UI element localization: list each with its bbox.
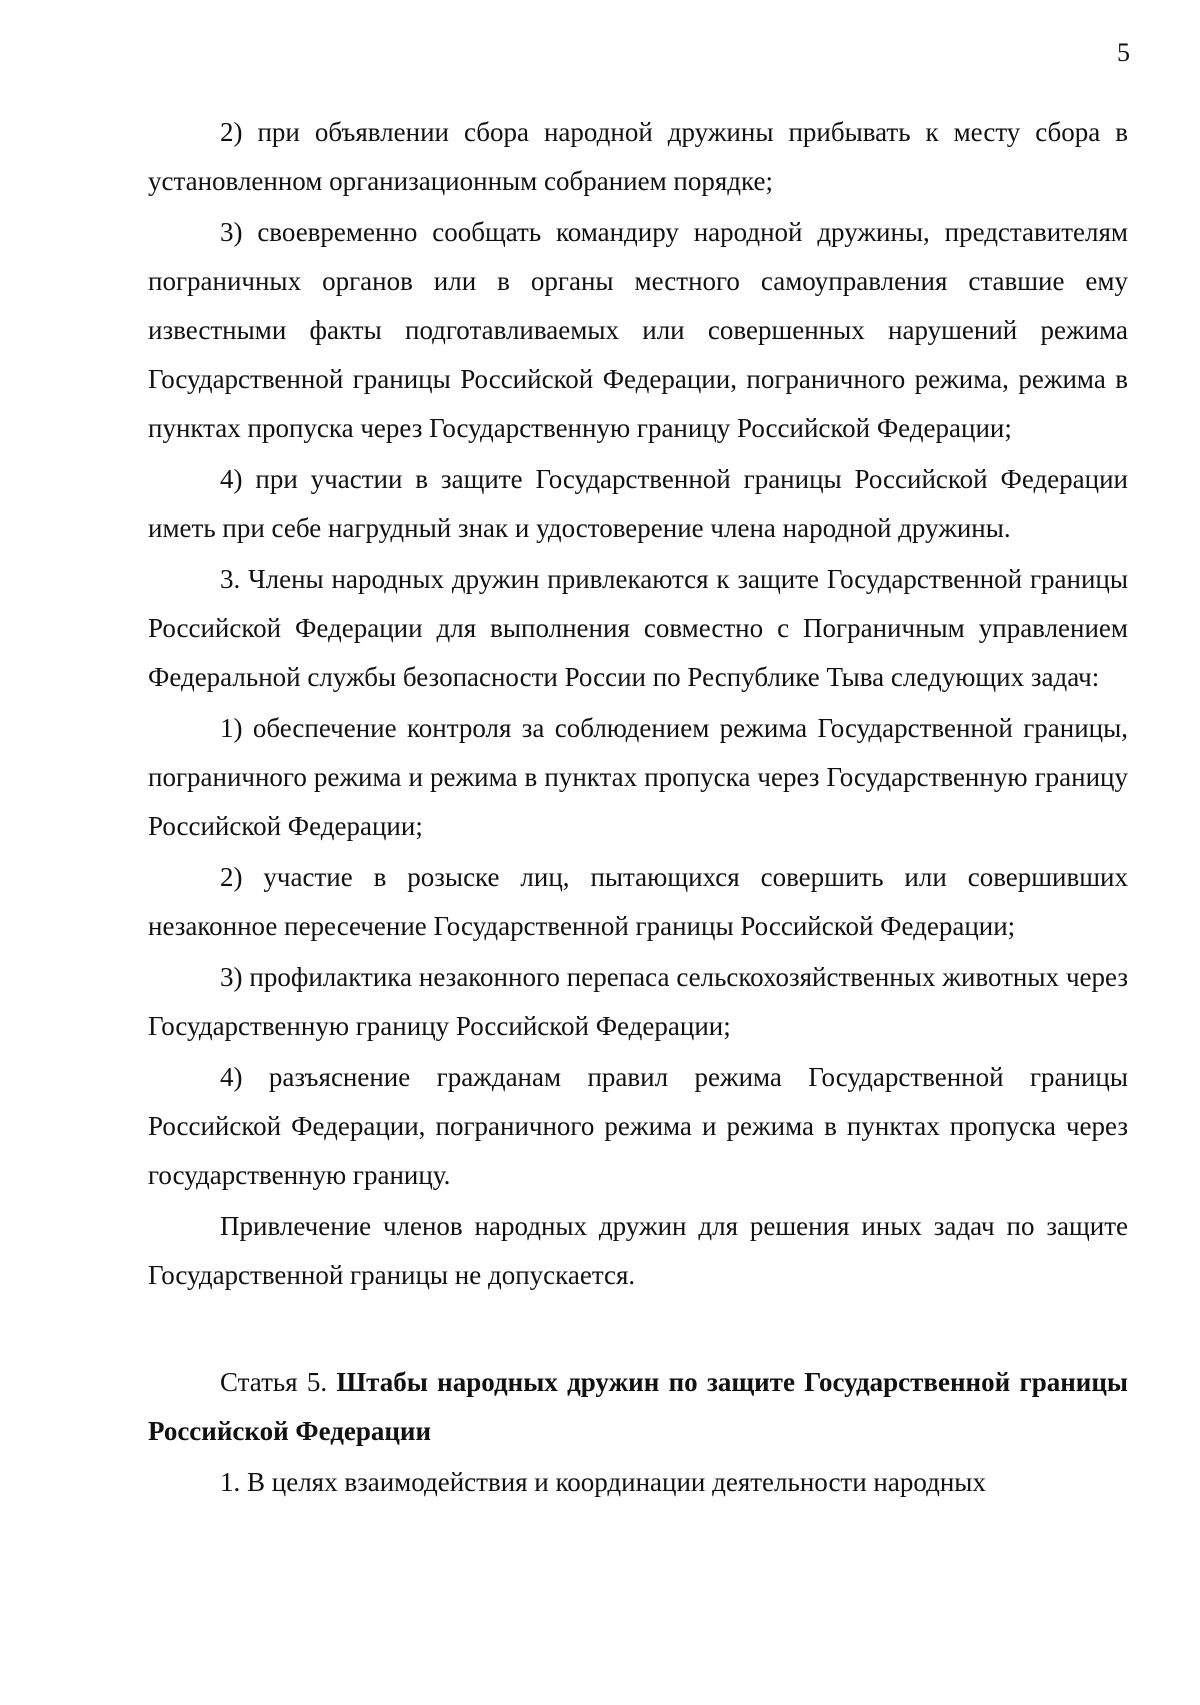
paragraph-section-3: 3. Члены народных дружин привлекаются к защите Государственной границы Российской Федерации для выполнения совместно с Пограничным управлением Федеральной службы безопасности России по Республике Тыва следующих задач: — [148, 564, 1128, 692]
paragraph-task-4: 4) разъяснение гражданам правил режима Государственной границы Российской Федерации, пограничного режима и режима в пунктах пропуска через государственную границу. — [148, 1062, 1128, 1190]
article-label: Статья 5. — [220, 1367, 328, 1397]
paragraph-task-1: 1) обеспечение контроля за соблюдением режима Государственной границы, пограничного режима и режима в пунктах пропуска через Государственную границу Российской Федерации; — [148, 713, 1128, 841]
paragraph-obligation-3: 3) своевременно сообщать командиру народной дружины, представителям пограничных органов или в органы местного самоуправления ставшие ему известными факты подготавливаемых или совершенных нарушений режима Государственной границы Российской Федерации, пограничного режима, режима в пунктах пропуска через Государственную границу Российской Федерации; — [148, 217, 1128, 443]
document-body — [148, 108, 1128, 1507]
paragraph-obligation-2: 2) при объявлении сбора народной дружины прибывать к месту сбора в установленном организационным собранием порядке; — [148, 117, 1128, 196]
paragraph-task-3: 3) профилактика незаконного перепаса сельскохозяйственных животных через Государственную границу Российской Федерации; — [148, 962, 1128, 1041]
article-heading — [148, 1358, 1128, 1456]
paragraph-restriction: Привлечение членов народных дружин для решения иных задач по защите Государственной границы не допускается. — [148, 1211, 1128, 1290]
article-first-paragraph: 1. В целях взаимодействия и координации деятельности народных — [220, 1467, 986, 1497]
paragraph-task-2: 2) участие в розыске лиц, пытающихся совершить или совершивших незаконное пересечение Государственной границы Российской Федерации; — [148, 862, 1128, 941]
article-title: Штабы народных дружин по защите Государственной границы Российской Федерации — [148, 1367, 1128, 1446]
page-number: 5 — [1117, 38, 1130, 67]
paragraph-obligation-4: 4) при участии в защите Государственной границы Российской Федерации иметь при себе нагрудный знак и удостоверение члена народной дружины. — [148, 464, 1128, 543]
